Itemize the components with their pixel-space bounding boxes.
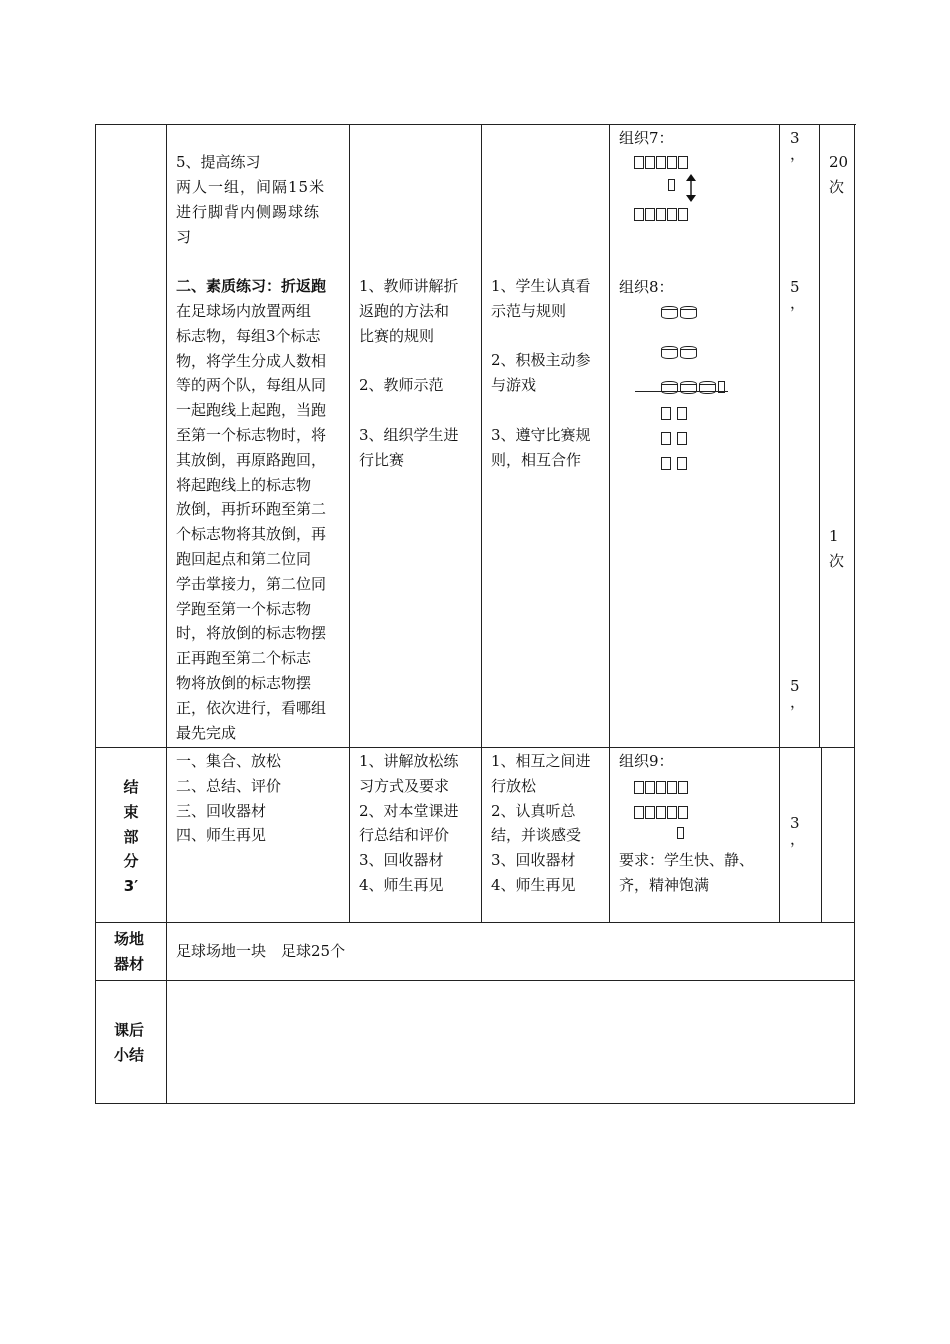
org7-label: 组织7： xyxy=(619,129,674,147)
col-divider xyxy=(821,747,822,923)
table-border-top xyxy=(95,124,856,125)
time-mark: ， xyxy=(790,294,806,312)
time-mark: ， xyxy=(790,693,806,711)
venue-label xyxy=(114,927,144,977)
quality-line: 至第一个标志物时，将 xyxy=(176,425,327,444)
item5-line: 习 xyxy=(176,227,193,246)
ball-icon xyxy=(668,179,675,191)
end-teacher-line: 3、回收器材 xyxy=(359,851,444,870)
venue-label-line: 场地 xyxy=(114,930,145,948)
end-content xyxy=(176,749,281,848)
table-border-bottom xyxy=(95,1103,855,1104)
reps-value: 1 xyxy=(829,527,839,545)
quality-line: 放倒，再折环跑至第二 xyxy=(176,500,327,519)
end-section-label xyxy=(119,775,143,899)
end-teacher-line: 1、讲解放松练 xyxy=(359,752,459,770)
marker-cones-icon xyxy=(661,342,699,360)
teacher-line: 比赛的规则 xyxy=(359,326,435,345)
reps-unit: 次 xyxy=(829,178,845,196)
end-student-line: 1、相互之间进 xyxy=(491,752,591,770)
quality-body xyxy=(176,299,326,745)
end-content-line: 二、总结、评价 xyxy=(176,776,282,795)
time-mark: ， xyxy=(790,145,806,163)
quality-title: 二、素质练习：折返跑 xyxy=(176,277,327,295)
summary-label xyxy=(114,1018,144,1068)
summary-label-line: 小结 xyxy=(114,1045,145,1064)
venue-value: 足球场地一块 足球25个 xyxy=(176,942,346,960)
quality-line: 学跑至第一个标志物 xyxy=(176,599,312,618)
end-student-line: 行放松 xyxy=(491,776,537,795)
quality-line: 正再跑至第二个标志 xyxy=(176,649,312,668)
org7-diagram xyxy=(634,152,754,222)
student-line: 3、遵守比赛规 xyxy=(491,425,591,444)
quality-line: 物，将学生分成人数相 xyxy=(176,351,327,370)
runner-pair-icon xyxy=(661,403,688,421)
student-line: 则，相互合作 xyxy=(491,450,582,469)
double-arrow-icon xyxy=(684,174,698,202)
marker-cones-icon xyxy=(661,377,725,395)
requirement-line: 齐，精神饱满 xyxy=(619,875,710,894)
table-border-right xyxy=(854,124,855,1104)
end-student-line: 结，并谈感受 xyxy=(491,826,582,845)
student-line xyxy=(491,398,591,423)
student-line: 与游戏 xyxy=(491,376,537,395)
org9-diagram xyxy=(634,777,754,837)
quality-line: 一起跑线上起跑，当跑 xyxy=(176,401,327,420)
student-row-icon xyxy=(634,204,689,222)
student-row-icon xyxy=(634,152,689,170)
reps-value: 20 xyxy=(829,153,849,171)
runner-pair-icon xyxy=(661,428,688,446)
teacher-activities xyxy=(359,274,459,472)
quality-line: 等的两个队，每组从同 xyxy=(176,376,327,395)
item5-line: 进行脚背内侧踢球练 xyxy=(176,202,321,221)
student-line: 1、学生认真看 xyxy=(491,277,591,295)
teacher-line: 3、组织学生进 xyxy=(359,425,459,444)
quality-line: 个标志物将其放倒，再 xyxy=(176,525,327,544)
end-student-line: 3、回收器材 xyxy=(491,851,576,870)
end-teacher-line: 4、师生再见 xyxy=(359,875,444,894)
teacher-line: 返跑的方法和 xyxy=(359,301,450,320)
student-activities xyxy=(491,274,591,472)
org9-label: 组织9： xyxy=(619,752,674,770)
label-char: 分 xyxy=(123,852,139,871)
teacher-line: 行比赛 xyxy=(359,450,405,469)
label-char: 3′ xyxy=(123,877,139,896)
quality-line: 跑回起点和第二位同 xyxy=(176,549,312,568)
end-teacher-line: 行总结和评价 xyxy=(359,826,450,845)
time-value: 3 xyxy=(790,129,800,147)
end-teacher-line: 2、对本堂课进 xyxy=(359,801,459,820)
end-content-line: 四、师生再见 xyxy=(176,826,267,845)
table-border-left xyxy=(95,124,96,1104)
end-student-line: 4、师生再见 xyxy=(491,875,576,894)
teacher-icon xyxy=(677,827,684,839)
col-divider xyxy=(819,124,820,748)
quality-line: 其放倒，再原路跑回， xyxy=(176,450,327,469)
row-divider xyxy=(95,922,855,923)
quality-line: 物将放倒的标志物摆 xyxy=(176,673,312,692)
label-char: 部 xyxy=(123,827,139,846)
start-line xyxy=(635,391,728,392)
quality-line: 时，将放倒的标志物摆 xyxy=(176,624,327,643)
end-time-mark: ， xyxy=(790,830,806,848)
student-line xyxy=(491,324,591,349)
quality-line: 正，依次进行，看哪组 xyxy=(176,698,327,717)
requirement-line: 要求：学生快、静、 xyxy=(619,851,755,869)
org9-requirement xyxy=(619,848,754,898)
item5-line: 两人一组，间隔15米 xyxy=(176,178,326,196)
end-student-line: 2、认真听总 xyxy=(491,801,576,820)
item5-body xyxy=(176,175,325,249)
item5-title: 5、提高练习 xyxy=(176,153,261,171)
col-divider xyxy=(609,124,610,923)
teacher-line xyxy=(359,398,459,423)
end-content-line: 三、回收器材 xyxy=(176,801,267,820)
venue-label-line: 器材 xyxy=(114,954,145,973)
col-divider xyxy=(779,124,780,923)
teacher-line: 1、教师讲解折 xyxy=(359,277,459,295)
student-line: 2、积极主动参 xyxy=(491,351,591,370)
row-divider xyxy=(95,747,855,748)
teacher-line xyxy=(359,348,459,373)
marker-cones-icon xyxy=(661,302,699,320)
student-line: 示范与规则 xyxy=(491,301,567,320)
reps-unit: 次 xyxy=(829,552,845,570)
end-teacher-line: 习方式及要求 xyxy=(359,776,450,795)
student-row-icon xyxy=(634,802,689,820)
quality-line: 将起跑线上的标志物 xyxy=(176,475,312,494)
time-value: 5 xyxy=(790,278,800,296)
runner-pair-icon xyxy=(661,453,688,471)
end-time-value: 3 xyxy=(790,814,800,832)
quality-line: 学击掌接力，第二位同 xyxy=(176,574,327,593)
end-content-line: 一、集合、放松 xyxy=(176,752,282,770)
end-student xyxy=(491,749,591,898)
quality-line: 标志物，每组3个标志 xyxy=(176,326,321,345)
student-row-icon xyxy=(634,777,689,795)
quality-line: 最先完成 xyxy=(176,723,237,742)
col-divider xyxy=(349,124,350,923)
summary-label-line: 课后 xyxy=(114,1021,145,1039)
row-divider xyxy=(95,980,855,981)
label-char: 束 xyxy=(123,802,139,821)
org8-label: 组织8： xyxy=(619,278,674,296)
time-value: 5 xyxy=(790,677,800,695)
end-teacher xyxy=(359,749,459,898)
col-divider xyxy=(166,124,167,1104)
org8-diagram xyxy=(655,300,745,470)
label-char: 结 xyxy=(123,778,139,796)
teacher-line: 2、教师示范 xyxy=(359,376,444,395)
col-divider xyxy=(481,124,482,923)
quality-line: 在足球场内放置两组 xyxy=(176,302,312,320)
